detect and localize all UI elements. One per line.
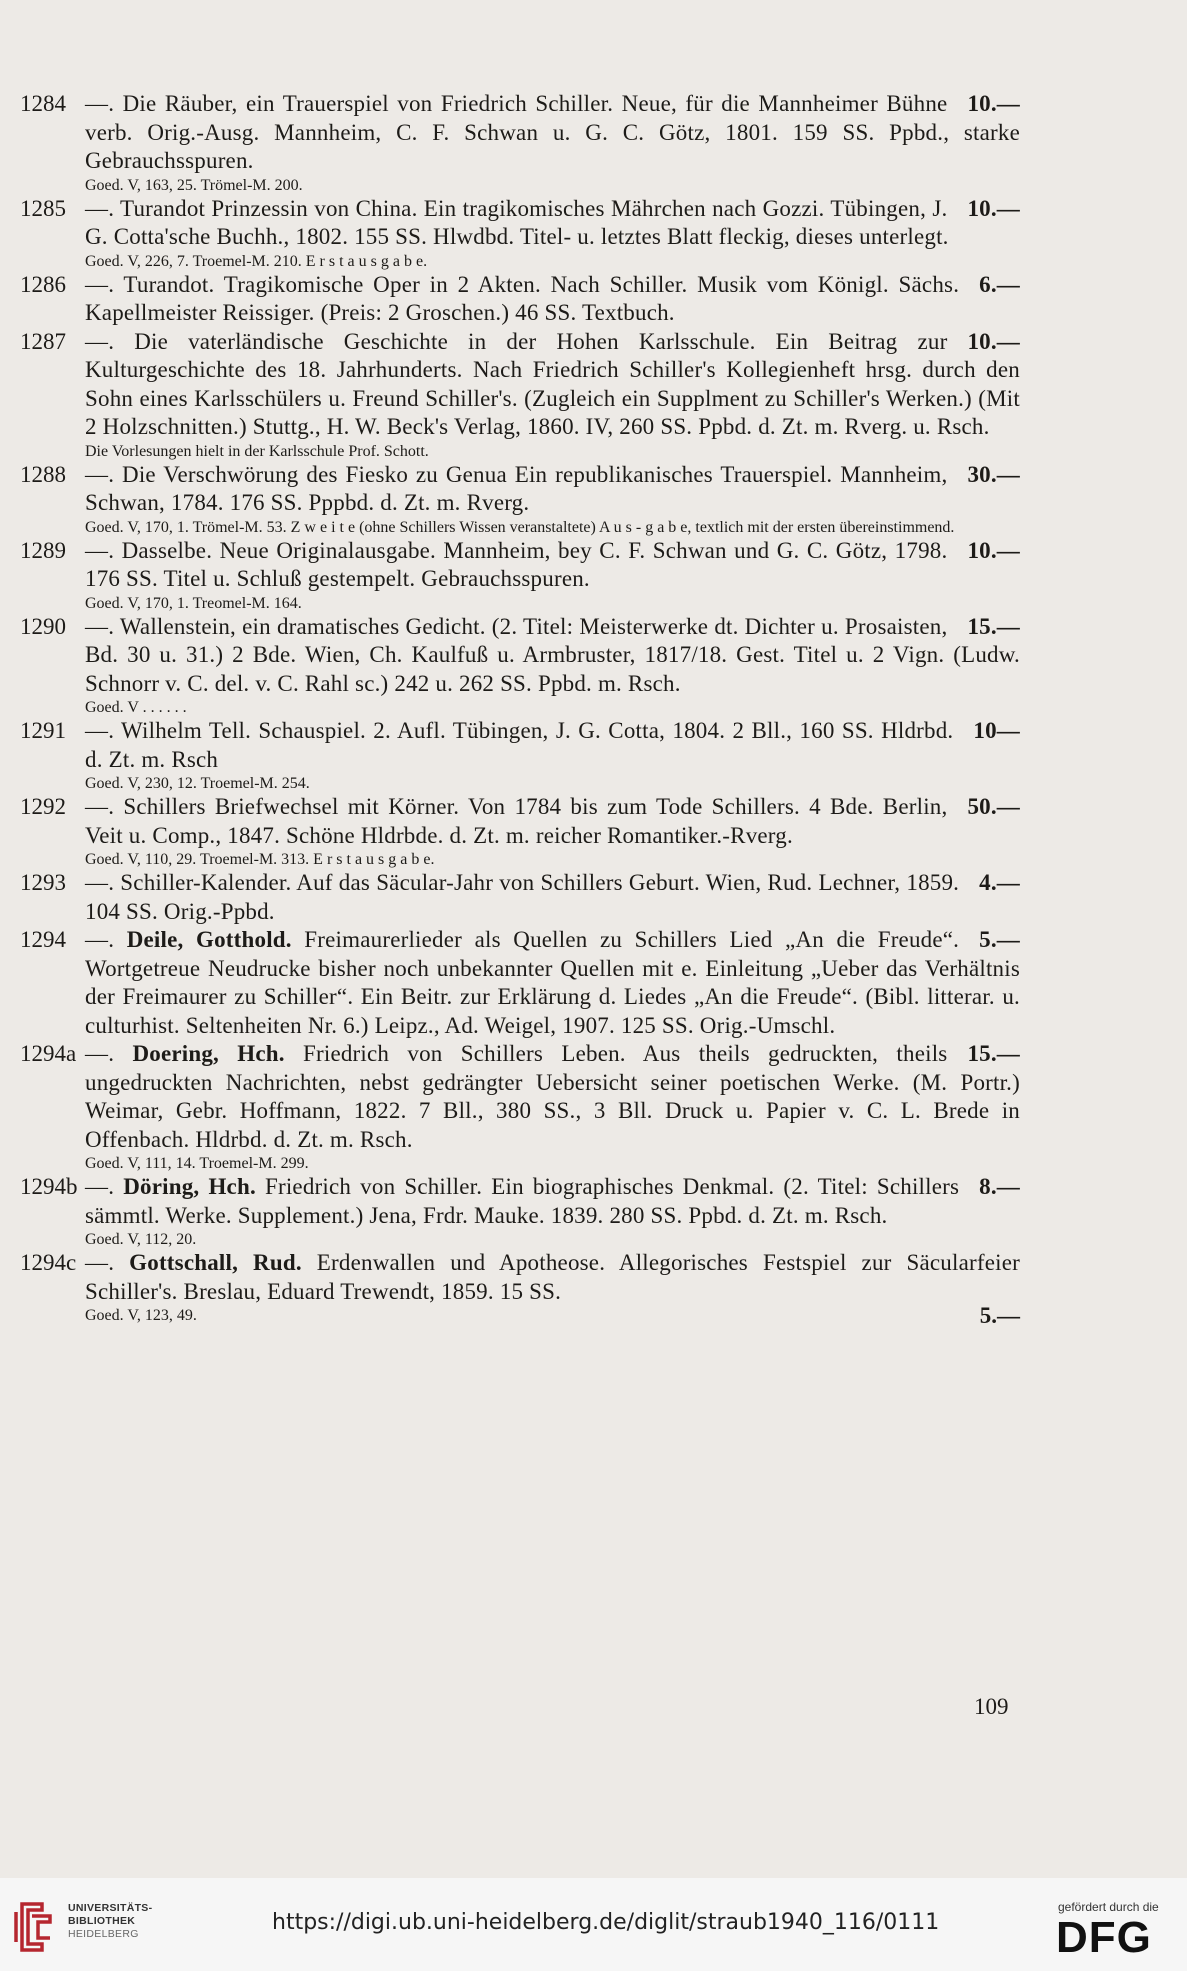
institution-line: HEIDELBERG <box>68 1928 139 1940</box>
entry-description <box>85 195 1020 252</box>
entry-number: 1289 <box>20 537 66 563</box>
entry-text: —. Die Räuber, ein Trauerspiel von Friedrich Schiller. Neue, für die Mannheimer Bühne verb. Orig.-Ausg. Mannheim, C. F. Schwan u. G. C. Götz, 1801. 159 SS. Ppbd., starke Gebrauchsspuren. <box>85 91 1020 173</box>
entry-number: 1284 <box>20 91 66 116</box>
entry-text: Freimaurerlieder als Quellen zu Schillers Lied „An die Freude“. Wortgetreue Neudrucke bisher noch unbekannter Quellen mit e. Einleitung „Ueber das Verhältnis der Freimaurer zu Schiller“. Ein Beitr. zur Erklärung d. Liedes „An die Freude“. (Bibl. litterar. u. culturhist. Seltenheiten Nr. 6.) Leipz., Ad. Weigel, 1907. 125 SS. Orig.-Umschl. <box>85 927 1020 1038</box>
entry-author: Döring, Hch. <box>123 1174 256 1199</box>
entry-description <box>85 328 1020 442</box>
university-library-logo-icon <box>12 1900 60 1952</box>
entry-note-text: Goed. V, 111, 14. Troemel-M. 299. <box>85 1155 309 1172</box>
entry-reference-note <box>85 1230 1020 1249</box>
entry-number: 1287 <box>20 328 66 354</box>
entry-reference-note <box>85 850 1020 869</box>
entry-number: 1293 <box>20 870 66 895</box>
entry-note-text: Die Vorlesungen hielt in der Karlsschule Prof. Schott. <box>85 442 429 460</box>
entry-reference-note <box>85 442 1020 461</box>
entry-description: 5.— —. Deile, Gotthold. Freimaurerlieder als Quellen zu Schillers Lied „An die Freude“. Wortgetreue Neudrucke bisher noch unbekannter Quellen mit e. Einleitung „Ueber das Verhältnis der Freimaurer zu Schiller“. Ein Beitr. zur Erklärung d. Liedes „An die Freude“. (Bibl. litterar. u. culturhist. Seltenheiten Nr. 6.) Leipz., Ad. Weigel, 1907. 125 SS. Orig.-Umschl. <box>85 927 1020 1038</box>
entry-text: —. Schillers Briefwechsel mit Körner. Von 1784 bis zum Tode Schillers. 4 Bde. Berlin, Veit u. Comp., 1847. Schöne Hldrbde. d. Zt. m. reicher Romantiker.-Rverg. <box>85 794 948 848</box>
entry-text: —. Wallenstein, ein dramatisches Gedicht. (2. Titel: Meisterwerke dt. Dichter u. Prosaisten, Bd. 30 u. 31.) 2 Bde. Wien, Ch. Kaulfuß u. Armbruster, 1817/18. Gest. Titel u. 2 Vign. (Ludw. Schnorr v. C. del. v. C. Rahl sc.) 242 u. 262 SS. Ppbd. m. Rsch. <box>85 613 1020 696</box>
entry-note-text: Goed. V . . . . . . <box>85 699 187 716</box>
entry-text: —. Turandot. Tragikomische Oper in 2 Akten. Nach Schiller. Musik vom Königl. Sächs. Kapellmeister Reissiger. (Preis: 2 Groschen.) 46 SS. Textbuch. <box>85 271 960 325</box>
entry-note-text: Goed. V, 226, 7. Troemel-M. 210. E r s t a u s g a b e. <box>85 252 428 270</box>
entry-number: 1294c <box>20 1250 77 1275</box>
entry-description <box>85 461 1020 518</box>
entry-text: Friedrich von Schillers Leben. Aus theils gedruckten, theils ungedruckten Nachrichten, nebst gedrängter Uebersicht seiner poetischen Werke. (M. Portr.) Weimar, Gebr. Hoffmann, 1822. 7 Bll., 380 SS., 3 Bll. Druck u. Papier v. C. L. Brede in Offenbach. Hldrbd. d. Zt. m. Rsch. <box>85 1041 1020 1152</box>
funding-note: gefördert durch die <box>1058 1900 1159 1914</box>
entry-reference-note <box>85 1154 1020 1173</box>
entry-description: —. Gottschall, Rud. Erdenwallen und Apotheose. Allegorisches Festspiel zur Säcularfeier Schiller's. Breslau, Eduard Trewendt, 1859. 15 SS. <box>85 1250 1020 1304</box>
permalink-url[interactable]: https://digi.ub.uni-heidelberg.de/diglit/straub1940_116/0111 <box>272 1910 940 1935</box>
entry-price: 10.— <box>967 328 1020 354</box>
entry-price: 5.— <box>979 1303 1020 1328</box>
entry-text: —. Die vaterländische Geschichte in der Hohen Karlsschule. Ein Beitrag zur Kulturgeschichte des 18. Jahrhunderts. Nach Friedrich Schiller's Kollegienheft hrsg. durch den Sohn eines Karlsschülers u. Freund Schiller's. (Zugleich ein Supplment zu Schiller's Werken.) (Mit 2 Holzschnitten.) Stuttg., H. W. Beck's Verlag, 1860. IV, 260 SS. Ppbd. d. Zt. m. Rverg. u. Rsch. <box>85 328 1020 439</box>
entry-note-text: Goed. V, 230, 12. Troemel-M. 254. <box>85 775 310 792</box>
entry-price: 5.— <box>979 927 1020 952</box>
entry-number: 1294b <box>20 1174 78 1199</box>
catalog-entry <box>20 1249 1020 1328</box>
dfg-logo: DFG <box>1056 1913 1152 1962</box>
catalog-entry <box>20 613 1020 718</box>
catalog-entry <box>20 793 1020 869</box>
entry-price: 10.— <box>967 195 1020 221</box>
entry-author: Deile, Gotthold. <box>126 927 292 952</box>
entry-price: 15.— <box>967 613 1020 639</box>
entry-reference-note <box>85 252 1020 271</box>
catalog-entry <box>20 869 1020 926</box>
entry-number: 1285 <box>20 195 66 221</box>
entry-price: 8.— <box>979 1174 1020 1199</box>
entry-text: —. Turandot Prinzessin von China. Ein tragikomisches Mährchen nach Gozzi. Tübingen, J. G. Cotta'sche Buchh., 1802. 155 SS. Hlwdbd. Titel- u. letztes Blatt fleckig, dieses unterlegt. <box>85 195 949 249</box>
entry-note-text: Goed. V, 170, 1. Trömel-M. 53. Z w e i t e (ohne Schillers Wissen veranstaltete) A u s - g a b e, textlich mit der ersten übereinstimmend. <box>85 518 955 536</box>
entry-price: 30.— <box>967 461 1020 487</box>
catalog-entry <box>20 1040 1020 1173</box>
entry-description: 15.— —. Doering, Hch. Friedrich von Schillers Leben. Aus theils gedruckten, theils ungedruckten Nachrichten, nebst gedrängter Uebersicht seiner poetischen Werke. (M. Portr.) Weimar, Gebr. Hoffmann, 1822. 7 Bll., 380 SS., 3 Bll. Druck u. Papier v. C. L. Brede in Offenbach. Hldrbd. d. Zt. m. Rsch. <box>85 1041 1020 1152</box>
entry-price: 4.— <box>979 870 1020 895</box>
entry-description <box>85 537 1020 594</box>
catalog-entry <box>20 195 1020 271</box>
entry-reference-note <box>85 774 1020 793</box>
entry-author: Gottschall, Rud. <box>129 1250 302 1275</box>
entry-note-text: Goed. V, 112, 20. <box>85 1231 197 1248</box>
entry-price: 50.— <box>967 794 1020 819</box>
catalog-entry <box>20 1173 1020 1249</box>
entry-number: 1286 <box>20 271 66 297</box>
entry-description <box>85 717 1020 774</box>
entry-number: 1290 <box>20 613 66 639</box>
entry-number: 1294 <box>20 927 66 952</box>
entry-price: 6.— <box>979 271 1020 297</box>
entry-reference-note <box>85 518 1020 537</box>
entry-price: 10.— <box>967 91 1020 116</box>
catalog-entry <box>20 271 1020 328</box>
entry-note-text: Goed. V, 123, 49. <box>85 1307 197 1324</box>
entry-text: Erdenwallen und Apotheose. Allegorisches Festspiel zur Säcularfeier Schiller's. Breslau, Eduard Trewendt, 1859. 15 SS. <box>85 1250 1020 1304</box>
entry-number: 1288 <box>20 461 66 487</box>
entry-reference-note <box>85 698 1020 717</box>
catalog-entry <box>20 717 1020 793</box>
page-number: 109 <box>974 1694 1009 1719</box>
entry-description: 8.— —. Döring, Hch. Friedrich von Schiller. Ein biographisches Denkmal. (2. Titel: Schillers sämmtl. Werke. Supplement.) Jena, Frdr. Mauke. 1839. 280 SS. Ppbd. d. Zt. m. Rsch. <box>85 1174 1020 1228</box>
catalog-entries <box>20 90 1020 1328</box>
entry-text: —. Schiller-Kalender. Auf das Säcular-Jahr von Schillers Geburt. Wien, Rud. Lechner, 1859. 104 SS. Orig.-Ppbd. <box>85 870 960 924</box>
entry-text: —. Dasselbe. Neue Originalausgabe. Mannheim, bey C. F. Schwan und G. C. Götz, 1798. 176 SS. Titel u. Schluß gestempelt. Gebrauchsspuren. <box>85 537 948 591</box>
entry-price: 10.— <box>967 537 1020 563</box>
entry-number: 1294a <box>20 1041 77 1066</box>
viewer-footer <box>0 1878 1187 1971</box>
entry-description <box>85 271 1020 328</box>
entry-note-text: Goed. V, 110, 29. Troemel-M. 313. E r s t a u s g a b e. <box>85 851 435 868</box>
entry-description <box>85 793 1020 850</box>
catalog-entry <box>20 90 1020 195</box>
entry-description <box>85 613 1020 699</box>
entry-note-text: Goed. V, 163, 25. Trömel-M. 200. <box>85 176 303 194</box>
entry-price: 15.— <box>967 1041 1020 1066</box>
entry-author: Doering, Hch. <box>132 1041 285 1066</box>
university-library-name <box>68 1902 152 1941</box>
catalog-entry <box>20 328 1020 461</box>
entry-reference-note <box>85 594 1020 613</box>
entry-description <box>85 869 1020 926</box>
entry-reference-note <box>85 176 1020 195</box>
entry-note-text: Goed. V, 170, 1. Treomel-M. 164. <box>85 594 302 612</box>
entry-text: —. Wilhelm Tell. Schauspiel. 2. Aufl. Tübingen, J. G. Cotta, 1804. 2 Bll., 160 SS. Hldrbd. d. Zt. m. Rsch <box>85 718 954 772</box>
entry-description <box>85 90 1020 176</box>
entry-number: 1291 <box>20 718 66 743</box>
entry-number: 1292 <box>20 794 66 819</box>
institution-line: BIBLIOTHEK <box>68 1915 136 1927</box>
catalog-entry <box>20 537 1020 613</box>
entry-text: —. Die Verschwörung des Fiesko zu Genua Ein republikanisches Trauerspiel. Mannheim, Schwan, 1784. 176 SS. Pppbd. d. Zt. m. Rverg. <box>85 461 948 515</box>
catalog-entry <box>20 461 1020 537</box>
entry-reference-note <box>85 1303 1020 1328</box>
entry-text: Friedrich von Schiller. Ein biographisches Denkmal. (2. Titel: Schillers sämmtl. Werke. Supplement.) Jena, Frdr. Mauke. 1839. 280 SS. Ppbd. d. Zt. m. Rsch. <box>85 1174 960 1228</box>
catalog-entry <box>20 926 1020 1040</box>
institution-line: UNIVERSITÄTS- <box>68 1902 153 1914</box>
entry-price: 10— <box>973 718 1020 743</box>
